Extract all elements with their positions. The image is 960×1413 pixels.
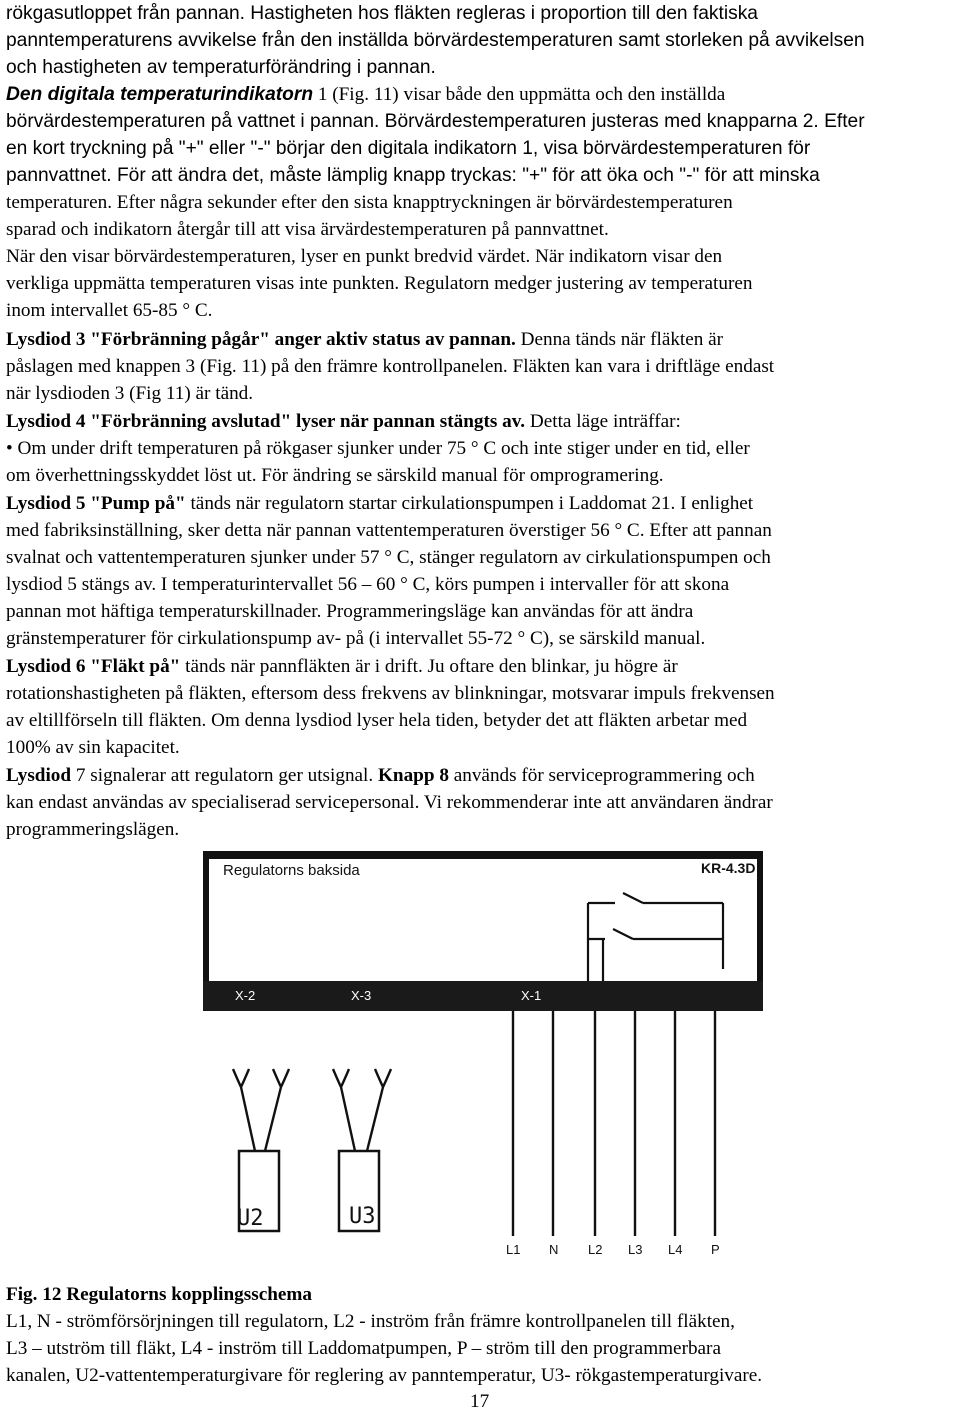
led7-heading: Lysdiod [6, 765, 72, 786]
terminal-label-p: P [711, 1242, 720, 1257]
diagram-model-label: KR-4.3D [701, 860, 756, 876]
terminal-wires [513, 1011, 715, 1236]
wiring-diagram [203, 851, 763, 1263]
u3-wire-right [367, 1087, 383, 1151]
para2-line6: sparad och indikatorn återgår till att visa ärvärdestemperaturen på pannvattnet. [6, 219, 609, 240]
figure-caption-line1: L1, N - strömförsörjningen till regulatorn, L2 - inström från främre kontrollpanelen till fläkten, [6, 1311, 735, 1332]
diagram-title: Regulatorns baksida [223, 862, 360, 879]
u2-wire-right [265, 1087, 281, 1151]
para2-line1-text: 1 (Fig. 11) visar både den uppmätta och den inställda [313, 84, 726, 105]
u3-wire-left [341, 1087, 355, 1151]
terminal-label-l3: L3 [628, 1242, 643, 1257]
para6-line2: rotationshastigheten på fläkten, eftersom dess frekvens av blinkningar, motsvarar impuls frekvensen [6, 683, 775, 704]
u2-sensor-label: U2 [237, 1206, 264, 1231]
para5-line3: svalnat och vattentemperaturen sjunker under 57 ° C, stänger regulatorn av cirkulationspumpen och [6, 547, 771, 568]
figure-caption-line2: L3 – utström till fläkt, L4 - inström till Laddomatpumpen, P – ström till den programmerbara [6, 1338, 721, 1359]
diagram-left-border [203, 851, 209, 981]
para7-line3: programmeringslägen. [6, 819, 180, 840]
diagram-top-border [203, 851, 763, 859]
diagram-right-border [757, 851, 763, 981]
para6-line1 [6, 653, 956, 680]
terminal-label-l2: L2 [588, 1242, 603, 1257]
sensor-wiring [233, 1069, 391, 1151]
para7-line1 [6, 762, 956, 789]
para5-line5: pannan mot häftiga temperaturskillnader. Programmeringsläge kan användas för att ändra [6, 601, 694, 622]
para3-line2: påslagen med knappen 3 (Fig. 11) på den främre kontrollpanelen. Fläkten kan vara i driftläge endast [6, 356, 775, 377]
para5-line1 [6, 490, 956, 517]
led5-heading: Lysdiod 5 "Pump på" [6, 493, 186, 514]
para2-line3: en kort tryckning på "+" eller "-" börjar den digitala indikatorn 1, visa börvärdestemperaturen för [6, 138, 811, 159]
para2-line2: börvärdestemperaturen på vattnet i pannan. Börvärdestemperaturen justeras med knapparna 2. Efter [6, 111, 865, 132]
para7-line1-text-b: används för serviceprogrammering och [448, 765, 755, 786]
page-number: 17 [470, 1391, 490, 1412]
u3-sensor-label: U3 [349, 1204, 376, 1229]
led4-heading: Lysdiod 4 "Förbränning avslutad" lyser när pannan stängts av. [6, 411, 526, 432]
para5-line2: med fabriksinställning, sker detta när pannan vattentemperaturen överstiger 56 ° C. Efter att pannan [6, 520, 772, 541]
para4-line1 [6, 408, 956, 435]
u3-fork-right [375, 1069, 391, 1087]
para7-line2: kan endast användas av specialiserad servicepersonal. Vi rekommenderar inte att användaren ändrar [6, 792, 773, 813]
para2-line9: inom intervallet 65-85 ° C. [6, 300, 213, 321]
connector-x1-label: X-1 [521, 988, 542, 1003]
terminal-label-n: N [549, 1242, 559, 1257]
temperature-indicator-heading: Den digitala temperaturindikatorn [6, 84, 314, 105]
u2-wire-left [241, 1087, 255, 1151]
u2-fork-left [233, 1069, 249, 1087]
para6-line4: 100% av sin kapacitet. [6, 737, 180, 758]
para5-line4: lysdiod 5 stängs av. I temperaturintervallet 56 – 60 ° C, körs pumpen i intervaller för att skona [6, 574, 730, 595]
figure-caption-line3: kanalen, U2-vattentemperaturgivare för reglering av panntemperatur, U3- rökgastemperaturgivare. [6, 1365, 763, 1386]
figure-caption-title: Fig. 12 Regulatorns kopplingsschema [6, 1284, 312, 1305]
terminal-labels [506, 1242, 720, 1257]
led3-heading: Lysdiod 3 "Förbränning pågår" anger aktiv status av pannan. [6, 329, 516, 350]
para5-line1-text: tänds när regulatorn startar cirkulationspumpen i Laddomat 21. I enlighet [185, 493, 754, 514]
para1-line1: rökgasutloppet från pannan. Hastigheten hos fläkten regleras i proportion till den faktiska [6, 3, 758, 24]
terminal-label-l1: L1 [506, 1242, 521, 1257]
terminal-strip-bar [203, 981, 763, 1011]
para6-line1-text: tänds när pannfläkten är i drift. Ju oftare den blinkar, ju högre är [180, 656, 678, 677]
para2-line7: När den visar börvärdestemperaturen, lyser en punkt bredvid värdet. När indikatorn visar den [6, 246, 723, 267]
para4-line1-text: Detta läge inträffar: [525, 411, 681, 432]
para2-line8: verkliga uppmätta temperaturen visas inte punkten. Regulatorn medger justering av temperaturen [6, 273, 753, 294]
para4-line2: • Om under drift temperaturen på rökgaser sjunker under 75 ° C och inte stiger under en tid, eller [6, 438, 750, 459]
para1-line3: och hastigheten av temperaturförändring i pannan. [6, 57, 436, 78]
para2-line4: pannvattnet. För att ändra det, måste lämplig knapp tryckas: "+" för att öka och "-" för att minska [6, 165, 820, 186]
para1-line2: panntemperaturens avvikelse från den inställda börvärdestemperaturen samt storleken på avvikelsen [6, 30, 865, 51]
para3-line1-text: Denna tänds när fläkten är [515, 329, 724, 350]
u2-fork-right [273, 1069, 289, 1087]
para5-line6: gränstemperaturer för cirkulationspump av- på (i intervallet 55-72 ° C), se särskild manual. [6, 628, 706, 649]
para2-line5: temperaturen. Efter några sekunder efter den sista knapptryckningen är börvärdestemperaturen [6, 192, 733, 213]
connector-x3-label: X-3 [351, 988, 372, 1003]
para3-line3: när lysdioden 3 (Fig 11) är tänd. [6, 383, 254, 404]
u3-fork-left [333, 1069, 349, 1087]
para3-line1 [6, 326, 956, 353]
para7-line1-text-a: 7 signalerar att regulatorn ger utsignal. [71, 765, 378, 786]
connector-x2-label: X-2 [235, 988, 256, 1003]
led6-heading: Lysdiod 6 "Fläkt på" [6, 656, 181, 677]
para2-line1 [6, 81, 956, 108]
terminal-label-l4: L4 [668, 1242, 683, 1257]
para6-line3: av eltillförseln till fläkten. Om denna lysdiod lyser hela tiden, betyder det att fläkten arbetar med [6, 710, 748, 731]
para4-line3: om överhettningsskyddet löst ut. För ändring se särskild manual för omprogramering. [6, 465, 664, 486]
button8-heading: Knapp 8 [377, 765, 449, 786]
